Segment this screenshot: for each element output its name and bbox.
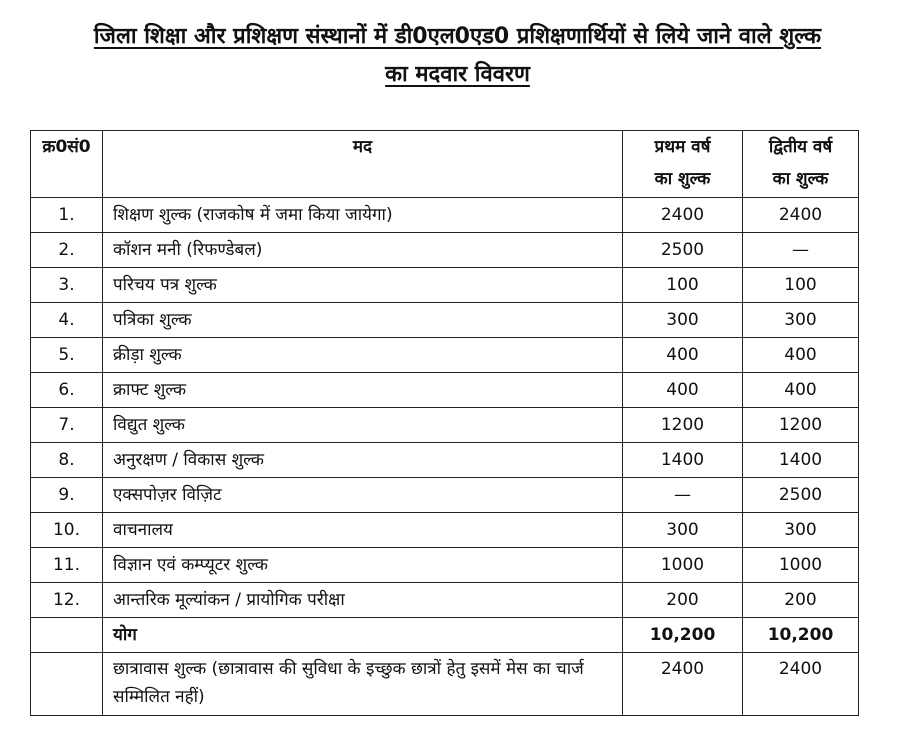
row-serial: 7. xyxy=(31,408,103,443)
row-item: अनुरक्षण / विकास शुल्क xyxy=(103,443,623,478)
row-item: वाचनालय xyxy=(103,513,623,548)
hostel-row xyxy=(31,653,859,716)
title-line-2: का मदवार विवरण xyxy=(385,62,530,87)
hostel-item: छात्रावास शुल्क (छात्रावास की सुविधा के इच्छुक छात्रों हेतु इसमें मेस का चार्ज सम्मिलित नहीं) xyxy=(103,653,623,716)
header-second-year-line1: द्वितीय वर्ष xyxy=(768,137,833,157)
header-item: मद xyxy=(103,131,623,198)
row-second-year-fee: 100 xyxy=(743,268,859,303)
row-serial: 11. xyxy=(31,548,103,583)
total-second-year: 10,200 xyxy=(743,618,859,653)
total-serial-empty xyxy=(31,618,103,653)
total-row xyxy=(31,618,859,653)
table-row xyxy=(31,408,859,443)
row-second-year-fee: 1000 xyxy=(743,548,859,583)
row-serial: 5. xyxy=(31,338,103,373)
row-item: परिचय पत्र शुल्क xyxy=(103,268,623,303)
table-row xyxy=(31,443,859,478)
table-row xyxy=(31,373,859,408)
row-first-year-fee: 1400 xyxy=(623,443,743,478)
row-serial: 6. xyxy=(31,373,103,408)
row-serial: 2. xyxy=(31,233,103,268)
hostel-second-year: 2400 xyxy=(743,653,859,716)
row-item: कॉशन मनी (रिफण्डेबल) xyxy=(103,233,623,268)
row-serial: 1. xyxy=(31,198,103,233)
row-first-year-fee: 100 xyxy=(623,268,743,303)
row-second-year-fee: 2400 xyxy=(743,198,859,233)
row-first-year-fee: 300 xyxy=(623,303,743,338)
table-header-row xyxy=(31,131,859,198)
header-first-year-line1: प्रथम वर्ष xyxy=(654,137,711,157)
row-second-year-fee: 300 xyxy=(743,303,859,338)
row-first-year-fee: 1000 xyxy=(623,548,743,583)
row-second-year-fee: 1200 xyxy=(743,408,859,443)
header-second-year xyxy=(743,131,859,198)
header-first-year xyxy=(623,131,743,198)
total-first-year: 10,200 xyxy=(623,618,743,653)
row-serial: 9. xyxy=(31,478,103,513)
row-first-year-fee: 200 xyxy=(623,583,743,618)
table-row xyxy=(31,198,859,233)
row-item: क्राफ्ट शुल्क xyxy=(103,373,623,408)
hostel-serial-empty xyxy=(31,653,103,716)
total-label: योग xyxy=(103,618,623,653)
header-serial: क्र0सं0 xyxy=(31,131,103,198)
row-item: पत्रिका शुल्क xyxy=(103,303,623,338)
table-row xyxy=(31,583,859,618)
row-first-year-fee: 400 xyxy=(623,373,743,408)
row-serial: 10. xyxy=(31,513,103,548)
table-row xyxy=(31,338,859,373)
row-first-year-fee: 300 xyxy=(623,513,743,548)
table-row xyxy=(31,303,859,338)
row-second-year-fee: 2500 xyxy=(743,478,859,513)
row-first-year-fee: 2400 xyxy=(623,198,743,233)
row-item: आन्तरिक मूल्यांकन / प्रायोगिक परीक्षा xyxy=(103,583,623,618)
title-line-1: जिला शिक्षा और प्रशिक्षण संस्थानों में डी0एल0एड0 प्रशिक्षणार्थियों से लिये जाने वाले शुल्क xyxy=(93,24,822,49)
hostel-first-year: 2400 xyxy=(623,653,743,716)
row-second-year-fee: 400 xyxy=(743,373,859,408)
row-first-year-fee: 2500 xyxy=(623,233,743,268)
row-second-year-fee: 1400 xyxy=(743,443,859,478)
row-second-year-fee: 200 xyxy=(743,583,859,618)
document-title xyxy=(0,18,915,94)
row-serial: 4. xyxy=(31,303,103,338)
row-item: क्रीड़ा शुल्क xyxy=(103,338,623,373)
row-second-year-fee: 300 xyxy=(743,513,859,548)
row-item: शिक्षण शुल्क (राजकोष में जमा किया जायेगा) xyxy=(103,198,623,233)
row-second-year-fee: — xyxy=(743,233,859,268)
row-item: एक्सपोज़र विज़िट xyxy=(103,478,623,513)
row-first-year-fee: 1200 xyxy=(623,408,743,443)
table-row xyxy=(31,268,859,303)
row-item: विद्युत शुल्क xyxy=(103,408,623,443)
row-second-year-fee: 400 xyxy=(743,338,859,373)
fee-table xyxy=(30,130,859,716)
table-row xyxy=(31,233,859,268)
table-row xyxy=(31,478,859,513)
table-row xyxy=(31,548,859,583)
row-first-year-fee: — xyxy=(623,478,743,513)
row-serial: 3. xyxy=(31,268,103,303)
header-first-year-line2: का शुल्क xyxy=(654,169,711,189)
row-serial: 12. xyxy=(31,583,103,618)
header-second-year-line2: का शुल्क xyxy=(772,169,829,189)
row-first-year-fee: 400 xyxy=(623,338,743,373)
row-serial: 8. xyxy=(31,443,103,478)
table-row xyxy=(31,513,859,548)
row-item: विज्ञान एवं कम्प्यूटर शुल्क xyxy=(103,548,623,583)
